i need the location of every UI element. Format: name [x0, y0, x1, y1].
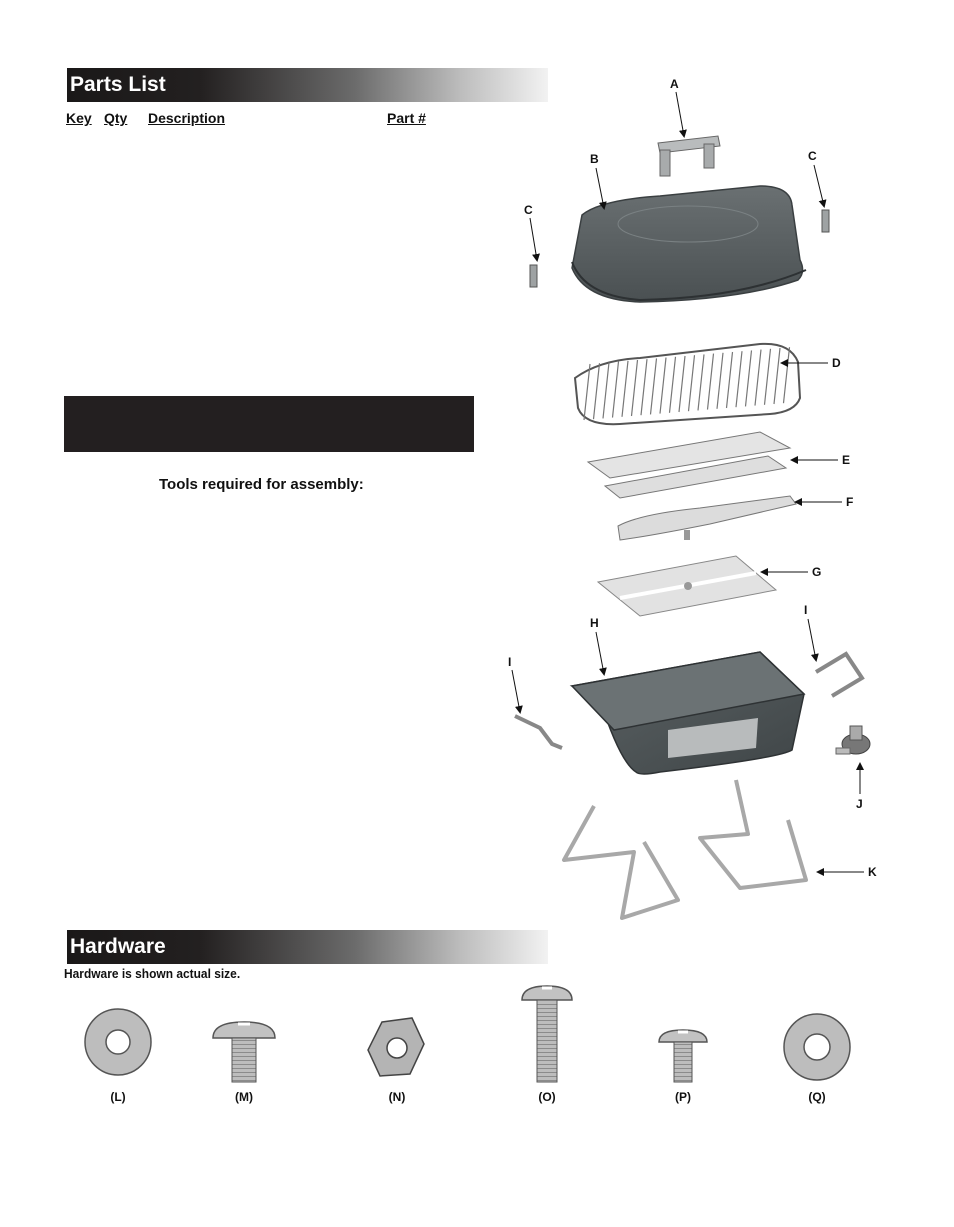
callout-d: D	[832, 356, 841, 370]
part-e-heat-tents	[588, 432, 790, 498]
grid-wire	[727, 352, 733, 408]
grid-wire	[679, 356, 685, 412]
grid-wire	[698, 354, 704, 410]
grid-wire	[660, 358, 666, 414]
hardware-q-washer	[784, 1014, 850, 1080]
grid-wire	[641, 359, 647, 415]
callout-i-right: I	[804, 603, 808, 617]
part-c-clip-right	[822, 210, 829, 232]
grid-wire	[603, 362, 609, 418]
part-f-burner	[618, 496, 796, 540]
grid-wire	[613, 362, 619, 418]
grid-wire	[708, 354, 714, 410]
hardware-label-m: (M)	[235, 1090, 253, 1104]
callout-b: B	[590, 152, 599, 166]
callout-h: H	[590, 616, 599, 630]
hardware-label-l: (L)	[110, 1090, 126, 1104]
parts-list-title: Parts List	[70, 73, 166, 96]
hardware-note: Hardware is shown actual size.	[64, 966, 241, 981]
callout-g: G	[812, 565, 822, 579]
tools-required-label: Tools required for assembly:	[159, 476, 364, 493]
hardware-label-q: (Q)	[808, 1090, 826, 1104]
grid-wire	[765, 349, 771, 405]
hardware-title: Hardware	[70, 935, 166, 958]
grid-wire	[784, 347, 790, 403]
grid-wire	[689, 355, 695, 411]
part-k-legs	[564, 780, 806, 918]
grid-wire	[622, 361, 628, 417]
hardware-banner	[64, 930, 548, 964]
column-part-number: Part #	[387, 110, 426, 126]
callout-a: A	[670, 77, 679, 91]
part-h-firebox	[572, 652, 804, 774]
grid-wire	[736, 351, 742, 407]
part-d-cooking-grid	[575, 344, 800, 424]
part-b-lid	[572, 186, 806, 302]
grid-wire	[651, 358, 657, 414]
hardware-o-bolt	[522, 986, 572, 1082]
grid-wire	[717, 353, 723, 409]
hardware-illustrations	[0, 980, 954, 1100]
part-a-handle	[658, 136, 720, 176]
callout-e: E	[842, 453, 851, 467]
part-c-clip-left	[530, 265, 537, 287]
grid-wire	[632, 360, 638, 416]
callout-c-right: C	[808, 149, 817, 163]
column-description: Description	[148, 110, 226, 126]
grid-wire	[755, 350, 761, 406]
part-i-bracket-left	[515, 716, 562, 748]
hardware-label-n: (N)	[388, 1090, 406, 1104]
part-j-regulator	[836, 726, 870, 754]
hardware-n-nut	[368, 1018, 424, 1076]
hardware-label-o: (O)	[538, 1090, 556, 1104]
grid-wire	[670, 357, 676, 413]
callout-j: J	[856, 797, 863, 811]
callout-k: K	[868, 865, 877, 879]
grid-wire	[594, 363, 600, 419]
callout-c-left: C	[524, 203, 533, 217]
part-i-bracket-right	[816, 654, 862, 696]
grid-wire	[774, 348, 780, 404]
grid-wire	[746, 350, 752, 406]
hardware-p-bolt	[659, 1030, 707, 1082]
hardware-m-bolt	[213, 1022, 275, 1082]
hardware-label-p: (P)	[675, 1090, 691, 1104]
hardware-l-washer	[85, 1009, 151, 1075]
column-qty: Qty	[104, 110, 128, 126]
column-key: Key	[66, 110, 92, 126]
part-g-heat-shield	[598, 556, 776, 616]
callout-i-left: I	[508, 655, 512, 669]
callout-f: F	[846, 495, 854, 509]
